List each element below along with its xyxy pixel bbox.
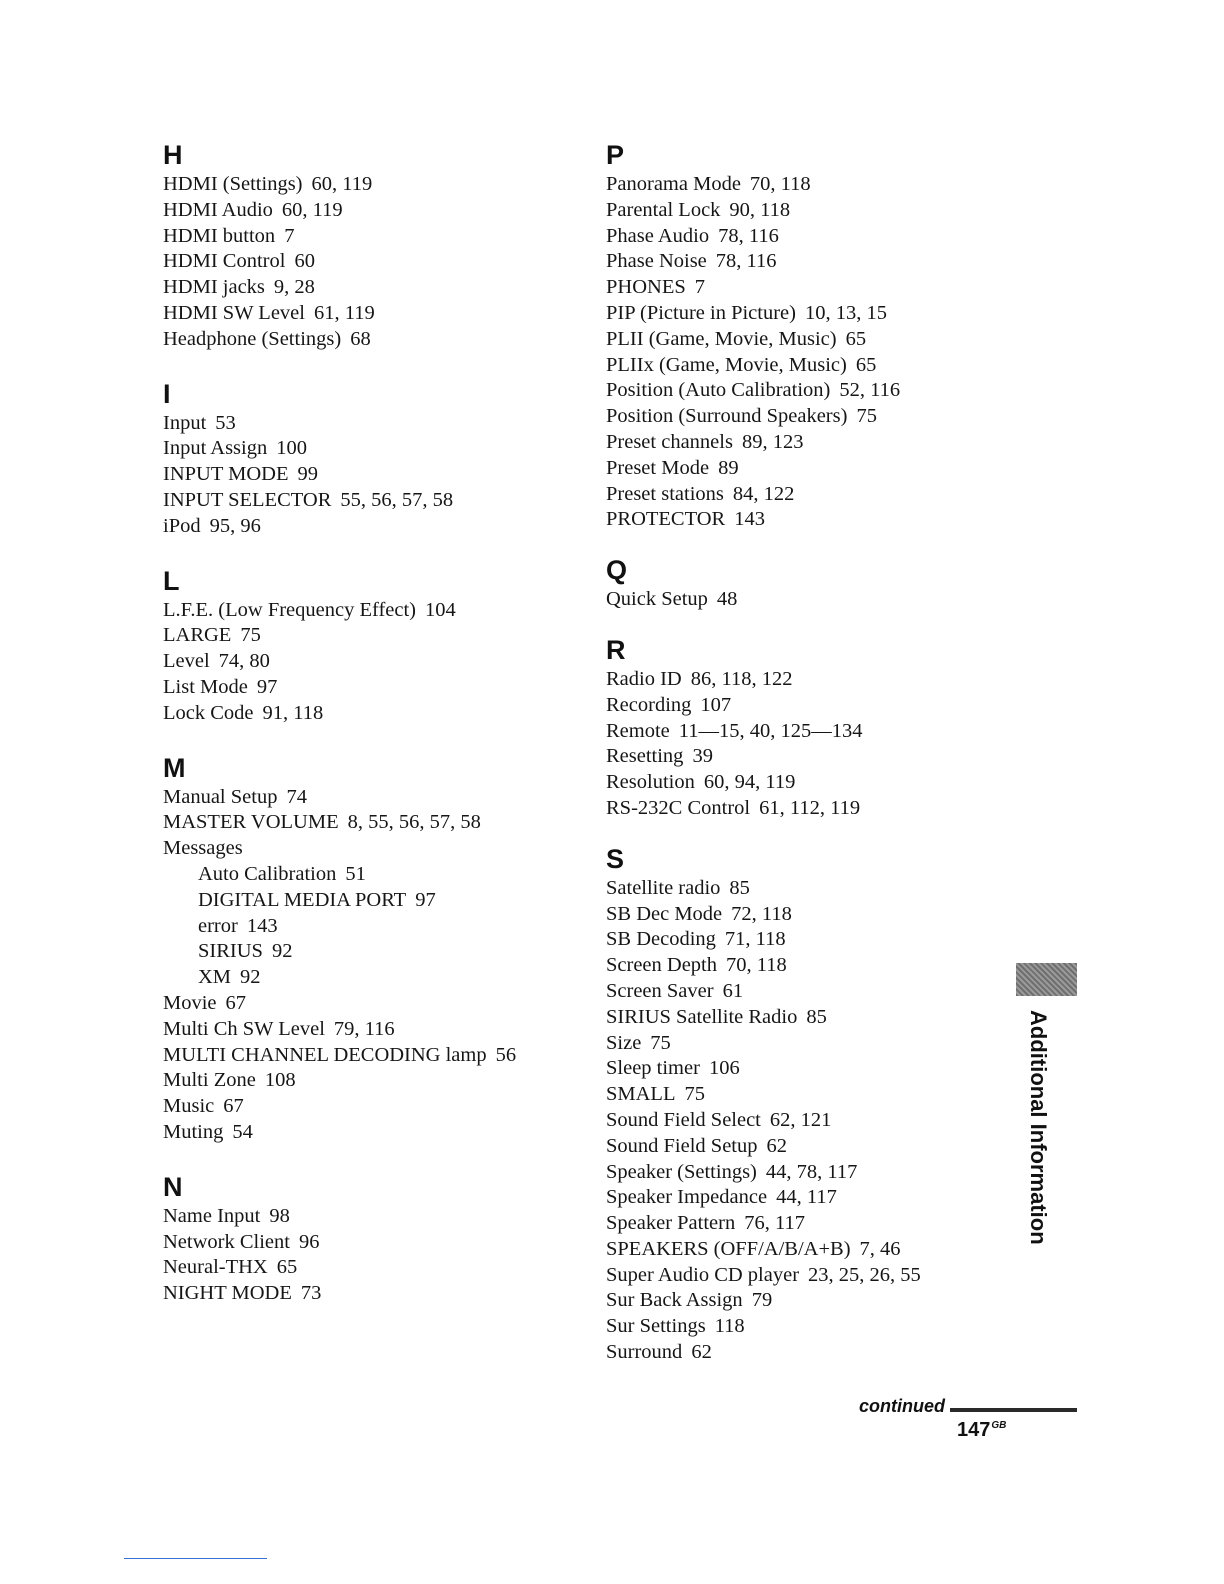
index-entry	[606, 172, 1006, 198]
index-entry	[606, 1134, 1006, 1160]
index-section-s	[606, 842, 1006, 1366]
index-term: HDMI Control	[163, 250, 286, 273]
index-entry	[163, 488, 583, 514]
index-term: XM	[198, 966, 232, 989]
index-entry	[163, 1094, 583, 1120]
index-page-refs: 100	[276, 437, 307, 460]
index-term: HDMI SW Level	[163, 301, 305, 324]
index-term: error	[198, 914, 238, 937]
index-term: Screen Saver	[606, 979, 714, 1002]
index-term: Resolution	[606, 771, 695, 794]
index-term: Sound Field Select	[606, 1108, 761, 1131]
index-term: Headphone (Settings)	[163, 327, 342, 350]
index-section-p	[606, 138, 1006, 533]
index-page-refs: 118	[714, 1315, 745, 1338]
index-entry	[606, 719, 1006, 745]
index-entry	[163, 411, 583, 437]
index-entry	[606, 1288, 1006, 1314]
index-page-refs: 67	[223, 1095, 244, 1118]
index-subentry	[163, 914, 583, 940]
index-page-refs: 96	[298, 1230, 320, 1253]
index-page-refs: 39	[692, 745, 713, 768]
index-page-refs: 74	[286, 785, 307, 808]
index-letter-heading: M	[163, 752, 186, 783]
index-page-refs: 107	[700, 693, 732, 716]
index-letter-heading: Q	[606, 555, 628, 586]
index-page-refs: 76, 117	[744, 1212, 805, 1235]
index-entry	[606, 1082, 1006, 1108]
index-entry	[163, 224, 583, 250]
index-letter-heading: I	[163, 378, 171, 409]
index-entry	[606, 507, 1006, 533]
index-term: Multi Zone	[163, 1069, 256, 1092]
index-section-i	[163, 377, 583, 540]
index-term: HDMI Audio	[163, 198, 273, 221]
index-entry	[606, 1005, 1006, 1031]
index-entry	[606, 693, 1006, 719]
index-entry	[606, 430, 1006, 456]
index-page-refs: 62	[766, 1134, 787, 1157]
index-term: SB Dec Mode	[606, 902, 723, 925]
index-term: SB Decoding	[606, 928, 716, 951]
index-page-refs: 78, 116	[715, 250, 777, 273]
index-page-refs: 84, 122	[732, 482, 795, 505]
index-page-refs: 60, 119	[281, 198, 343, 221]
index-term: MASTER VOLUME	[163, 811, 339, 834]
index-term: PHONES	[606, 276, 686, 299]
index-page-refs: 92	[240, 966, 261, 989]
index-term: Input	[163, 411, 207, 434]
index-term: RS-232C Control	[606, 796, 751, 819]
index-entry	[163, 275, 583, 301]
index-term: Quick Setup	[606, 588, 708, 611]
index-entry	[163, 1120, 583, 1146]
index-page-refs: 56	[495, 1043, 517, 1066]
index-page-refs: 51	[345, 862, 366, 885]
index-entry	[606, 902, 1006, 928]
index-entry	[163, 623, 583, 649]
index-entry	[163, 1255, 583, 1281]
index-entry	[606, 744, 1006, 770]
index-term: INPUT MODE	[163, 463, 289, 486]
index-term: Parental Lock	[606, 198, 721, 221]
index-letter-heading: L	[163, 565, 180, 596]
index-term: MULTI CHANNEL DECODING lamp	[163, 1043, 487, 1066]
index-term: SPEAKERS (OFF/A/B/A+B)	[606, 1237, 851, 1260]
index-letter-heading: S	[606, 843, 625, 874]
index-page-refs: 62, 121	[769, 1108, 832, 1131]
index-entry	[163, 649, 583, 675]
index-entry	[163, 301, 583, 327]
index-entry	[606, 1031, 1006, 1057]
index-page-refs: 7	[284, 224, 295, 247]
index-entry	[163, 514, 583, 540]
index-section-l	[163, 564, 583, 727]
index-entry	[606, 456, 1006, 482]
index-term: Panorama Mode	[606, 173, 741, 195]
index-page-refs: 75	[856, 405, 877, 428]
index-page-refs: 70, 118	[749, 173, 811, 195]
index-term: LARGE	[163, 624, 232, 647]
index-term: Radio ID	[606, 667, 682, 690]
index-page-refs: 67	[225, 991, 247, 1014]
index-entry	[606, 1108, 1006, 1134]
index-page-refs: 85	[806, 1005, 827, 1028]
index-entry	[163, 1281, 583, 1307]
index-term: SMALL	[606, 1083, 676, 1106]
index-entry	[606, 1237, 1006, 1263]
index-subentry	[163, 939, 583, 965]
index-page-refs: 143	[246, 914, 278, 937]
index-page-refs: 78, 116	[718, 224, 779, 247]
index-entry	[163, 436, 583, 462]
index-section-q	[606, 553, 1006, 613]
index-page-refs: 60, 94, 119	[703, 771, 796, 794]
index-entry	[606, 1056, 1006, 1082]
index-term: Network Client	[163, 1230, 290, 1253]
index-entry	[606, 249, 1006, 275]
index-term: Size	[606, 1031, 642, 1054]
index-term: PROTECTOR	[606, 508, 726, 531]
index-term: Screen Depth	[606, 954, 717, 977]
index-section-r	[606, 633, 1006, 822]
index-term: SIRIUS	[198, 940, 263, 963]
index-entry	[606, 198, 1006, 224]
index-page-refs: 79, 116	[333, 1017, 395, 1040]
index-entry	[606, 1211, 1006, 1237]
index-entry	[163, 249, 583, 275]
index-letter-heading: H	[163, 140, 183, 170]
index-page-refs: 61, 112, 119	[759, 796, 861, 819]
index-page-refs: 75	[240, 624, 261, 647]
index-entry	[606, 404, 1006, 430]
index-term: Sleep timer	[606, 1057, 700, 1080]
index-term: PIP (Picture in Picture)	[606, 301, 796, 324]
index-page-refs: 86, 118, 122	[690, 667, 793, 690]
index-page-refs: 72, 118	[731, 902, 792, 925]
index-page-refs: 54	[232, 1120, 253, 1143]
index-term: L.F.E. (Low Frequency Effect)	[163, 598, 417, 621]
index-term: Super Audio CD player	[606, 1263, 800, 1286]
index-page-refs: 70, 118	[726, 954, 787, 977]
index-page-refs: 7	[694, 276, 705, 299]
index-page-refs: 91, 118	[262, 701, 324, 724]
index-entry	[606, 482, 1006, 508]
page-number-value: 147	[957, 1419, 991, 1441]
index-term: Music	[163, 1095, 215, 1118]
index-entry	[163, 172, 583, 198]
index-term: Surround	[606, 1341, 683, 1364]
index-entry	[606, 353, 1006, 379]
index-entry	[163, 598, 583, 624]
index-entry	[163, 327, 583, 353]
index-entry	[606, 378, 1006, 404]
index-subentry	[163, 888, 583, 914]
index-page-refs: 95, 96	[209, 514, 261, 537]
index-term: HDMI (Settings)	[163, 173, 303, 195]
index-page-refs: 106	[708, 1057, 740, 1080]
index-term: Auto Calibration	[198, 862, 337, 885]
index-entry	[606, 224, 1006, 250]
page-number-suffix: GB	[991, 1420, 1007, 1432]
index-entry	[606, 876, 1006, 902]
index-term: Preset stations	[606, 482, 724, 505]
index-entry	[606, 1185, 1006, 1211]
index-term: Satellite radio	[606, 876, 721, 899]
index-term: iPod	[163, 514, 201, 537]
index-entry	[163, 785, 583, 811]
index-term: Phase Audio	[606, 224, 710, 247]
index-term: Position (Auto Calibration)	[606, 379, 831, 402]
index-page-refs: 97	[415, 888, 436, 911]
index-term: Manual Setup	[163, 785, 278, 808]
index-page-refs: 71, 118	[724, 928, 786, 951]
index-term: SIRIUS Satellite Radio	[606, 1005, 798, 1028]
index-term: Position (Surround Speakers)	[606, 405, 848, 428]
index-page-refs: 53	[215, 411, 236, 434]
index-entry	[606, 587, 1006, 613]
index-term: Sur Back Assign	[606, 1289, 743, 1312]
index-term: Preset Mode	[606, 456, 710, 479]
index-term: Name Input	[163, 1204, 261, 1227]
index-entry	[163, 462, 583, 488]
index-page-refs: 52, 116	[839, 379, 901, 402]
index-term: List Mode	[163, 675, 248, 698]
index-term: Preset channels	[606, 430, 733, 453]
index-page-refs: 68	[350, 327, 371, 350]
index-term: Speaker Pattern	[606, 1212, 736, 1235]
index-page-refs: 92	[271, 940, 293, 963]
index-term: Recording	[606, 693, 692, 716]
index-term: PLIIx (Game, Movie, Music)	[606, 353, 847, 376]
continued-rule	[950, 1408, 1077, 1412]
index-letter-heading: P	[606, 140, 625, 170]
index-page-refs: 104	[425, 598, 456, 621]
index-page-refs: 55, 56, 57, 58	[340, 488, 454, 511]
index-term: Speaker (Settings)	[606, 1160, 757, 1183]
index-entry	[163, 1017, 583, 1043]
index-entry	[606, 770, 1006, 796]
index-column-right	[606, 138, 1006, 1386]
index-entry	[606, 1160, 1006, 1186]
index-entry	[606, 796, 1006, 822]
index-section-n	[163, 1170, 583, 1307]
index-page-refs: 79	[751, 1289, 773, 1312]
index-term: Lock Code	[163, 701, 254, 724]
index-entry	[606, 1314, 1006, 1340]
index-page-refs: 89	[718, 456, 739, 479]
index-page-refs: 143	[734, 508, 765, 531]
index-term: Sur Settings	[606, 1315, 706, 1338]
index-page-refs: 60, 119	[311, 173, 373, 195]
index-page-refs: 62	[691, 1341, 712, 1364]
index-page-refs: 74, 80	[218, 650, 270, 673]
index-entry	[606, 927, 1006, 953]
index-entry	[163, 1068, 583, 1094]
index-term: Phase Noise	[606, 250, 707, 273]
index-page-refs: 98	[269, 1204, 290, 1227]
index-entry	[163, 836, 583, 862]
index-entry	[163, 991, 583, 1017]
index-term: Movie	[163, 991, 217, 1014]
index-entry	[163, 1230, 583, 1256]
index-term: Remote	[606, 719, 670, 742]
index-term: NIGHT MODE	[163, 1282, 292, 1305]
index-subentry	[163, 862, 583, 888]
index-entry	[163, 675, 583, 701]
index-page-refs: 75	[684, 1083, 705, 1106]
index-page-refs: 89, 123	[741, 430, 804, 453]
index-page-refs: 10, 13, 15	[804, 301, 887, 324]
index-entry	[163, 198, 583, 224]
index-page-refs: 108	[264, 1069, 296, 1092]
index-entry	[606, 327, 1006, 353]
section-tab-label: Additional Information	[1026, 1010, 1051, 1245]
index-page-refs: 85	[729, 876, 750, 899]
index-term: Neural-THX	[163, 1256, 268, 1279]
index-term: HDMI jacks	[163, 276, 265, 299]
index-page-refs: 61, 119	[313, 301, 375, 324]
index-entry	[163, 1043, 583, 1069]
continued-label: continued	[859, 1396, 945, 1416]
index-page-refs: 48	[716, 588, 738, 611]
index-page-refs: 65	[276, 1256, 298, 1279]
index-term: Level	[163, 650, 210, 673]
index-term: Messages	[163, 837, 243, 860]
index-section-m	[163, 751, 583, 1146]
index-letter-heading: N	[163, 1171, 183, 1202]
index-term: Multi Ch SW Level	[163, 1017, 325, 1040]
index-term: HDMI button	[163, 224, 276, 247]
index-letter-heading: R	[606, 634, 626, 665]
index-page-refs: 75	[650, 1031, 671, 1054]
index-subentry	[163, 965, 583, 991]
bottom-edge-line	[124, 1558, 267, 1559]
index-term: DIGITAL MEDIA PORT	[198, 888, 407, 911]
index-entry	[606, 1340, 1006, 1366]
index-page-refs: 8, 55, 56, 57, 58	[347, 811, 481, 834]
index-page-refs: 90, 118	[729, 198, 791, 221]
index-page-refs: 44, 78, 117	[765, 1160, 858, 1183]
index-page-refs: 9, 28	[273, 276, 315, 299]
index-entry	[606, 953, 1006, 979]
index-page-refs: 7, 46	[859, 1237, 901, 1260]
index-section-h	[163, 138, 583, 353]
index-entry	[606, 667, 1006, 693]
index-column-left	[163, 138, 583, 1331]
index-term: INPUT SELECTOR	[163, 488, 332, 511]
index-page-refs: 65	[855, 353, 877, 376]
index-page-refs: 73	[300, 1282, 322, 1305]
index-entry	[606, 275, 1006, 301]
index-term: Muting	[163, 1120, 224, 1143]
index-term: Sound Field Setup	[606, 1134, 758, 1157]
index-page-refs: 65	[845, 327, 867, 350]
index-term: Speaker Impedance	[606, 1186, 768, 1209]
index-entry	[163, 1204, 583, 1230]
index-page-refs: 60	[294, 250, 315, 273]
index-entry	[163, 701, 583, 727]
index-page-refs: 44, 117	[776, 1186, 837, 1209]
index-entry	[606, 301, 1006, 327]
index-page-refs: 61	[722, 979, 744, 1002]
index-term: Input Assign	[163, 437, 268, 460]
index-page-refs: 99	[297, 463, 318, 486]
index-term: Resetting	[606, 745, 684, 768]
index-term: PLII (Game, Movie, Music)	[606, 327, 837, 350]
section-tab-marker	[1016, 963, 1077, 996]
page-number	[957, 1419, 1006, 1442]
index-page-refs: 97	[256, 675, 278, 698]
index-entry	[606, 1263, 1006, 1289]
index-entry	[606, 979, 1006, 1005]
index-entry	[163, 810, 583, 836]
index-page-refs: 23, 25, 26, 55	[808, 1263, 921, 1286]
index-page-refs: 11—15, 40, 125—134	[678, 719, 863, 742]
